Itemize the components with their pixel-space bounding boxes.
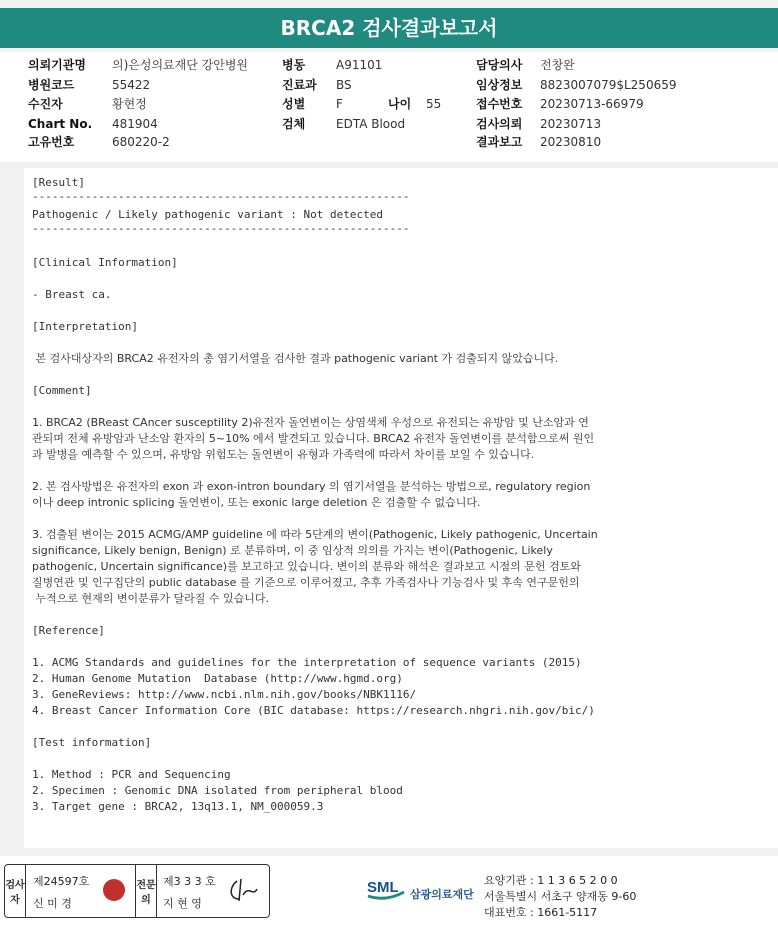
- ward-value: A91101: [336, 58, 383, 72]
- clinical-line: - Breast ca.: [32, 288, 112, 301]
- comment-line: 관되며 전체 유방암과 난소암 환자의 5~10% 에서 발견되고 있습니다. BRCA2 유전자 돌연변이를 분석함으로써 원인: [32, 432, 595, 445]
- reference-line: 3. GeneReviews: http://www.ncbi.nlm.nih.gov/books/NBK1116/: [32, 688, 417, 701]
- doctor-value: 전창완: [540, 58, 575, 72]
- report-title: BRCA2 검사결과보고서: [0, 8, 778, 48]
- result-heading: [Result]: [32, 176, 85, 189]
- code-label: 병원코드: [28, 78, 75, 92]
- comment-line: 2. 본 검사방법은 유전자의 exon 과 exon-intron boundary 의 염기서열을 분석하는 방법으로, regulatory region: [32, 480, 591, 493]
- lab-name: 삼광의료재단: [410, 888, 474, 901]
- ward-label: 병동: [282, 58, 306, 72]
- patient-value: 황현정: [112, 97, 147, 111]
- seal-stamp: [103, 879, 125, 901]
- age-label: 나이: [388, 97, 412, 111]
- clinical-value: 8823007079$L250659: [540, 78, 677, 92]
- org-label: 의뢰기관명: [28, 58, 86, 72]
- test-line: 1. Method : PCR and Sequencing: [32, 768, 231, 781]
- clinical-heading: [Clinical Information]: [32, 256, 178, 269]
- report-body: [24, 168, 778, 848]
- signature-box: [4, 864, 270, 918]
- test-heading: [Test information]: [32, 736, 152, 749]
- test-line: 2. Specimen : Genomic DNA isolated from peripheral blood: [32, 784, 403, 797]
- comment-line: 3. 검출된 변이는 2015 ACMG/AMP guideline 에 따라 5단계의 변이(Pathogenic, Likely pathogenic, Uncertain: [32, 528, 598, 541]
- reference-line: 2. Human Genome Mutation Database (http://www.hgmd.org): [32, 672, 403, 685]
- unique-label: 고유번호: [28, 135, 75, 149]
- comment-line: 질병연관 및 인구집단의 public database 를 기준으로 이루어졌고, 추후 가족검사나 기능검사 및 후속 연구문헌의: [32, 576, 580, 589]
- receipt-value: 20230713-66979: [540, 97, 644, 111]
- comment-line: significance, Likely benign, Benign) 로 분류하며, 이 중 임상적 의의를 가지는 변이(Pathogenic, Likely: [32, 544, 553, 557]
- comment-heading: [Comment]: [32, 384, 92, 397]
- unique-value: 680220-2: [112, 135, 170, 149]
- test-line: 3. Target gene : BRCA2, 13q13.1, NM_000059.3: [32, 800, 324, 813]
- interpretation-line: 본 검사대상자의 BRCA2 유전자의 총 염기서열을 검사한 결과 pathogenic variant 가 검출되지 않았습니다.: [32, 352, 559, 365]
- report-date-label: 결과보고: [476, 135, 523, 149]
- request-value: 20230713: [540, 117, 602, 131]
- svg-text:SML: SML: [367, 879, 399, 896]
- result-line: Pathogenic / Likely pathogenic variant : Not detected: [32, 208, 383, 221]
- examiner-name: 신 미 경: [33, 897, 72, 910]
- signature-icon: [227, 877, 263, 905]
- comment-line: 누적으로 현재의 변이분류가 달라질 수 있습니다.: [32, 592, 269, 605]
- age-value: 55: [426, 97, 442, 111]
- comment-line: 과 발병을 예측할 수 있으며, 유방암 위험도는 돌연변이 유형과 가족력에 따라서 차이를 보일 수 있습니다.: [32, 448, 535, 461]
- chart-label: Chart No.: [28, 117, 93, 131]
- org-value: 의)은성의료재단 강안병원: [112, 58, 249, 72]
- comment-line: 1. BRCA2 (BReast CAncer susceptility 2)유전자 돌연변이는 상염색체 우성으로 유전되는 유방암 및 난소암과 연: [32, 416, 589, 429]
- dept-label: 진료과: [282, 78, 317, 92]
- dept-value: BS: [336, 78, 352, 92]
- request-label: 검사의뢰: [476, 117, 523, 131]
- lab-phone: 대표번호 : 1661-5117: [484, 906, 598, 919]
- specimen-value: EDTA Blood: [336, 117, 406, 131]
- receipt-label: 접수번호: [476, 97, 523, 111]
- specialist-label: 전문의: [136, 880, 156, 906]
- divider: ---------------------------------------------------------: [32, 190, 410, 203]
- interpretation-heading: [Interpretation]: [32, 320, 138, 333]
- clinical-label: 임상정보: [476, 78, 523, 92]
- lab-address: 서울특별시 서초구 양재동 9-60: [484, 890, 637, 903]
- reference-line: 1. ACMG Standards and guidelines for the interpretation of sequence variants (2015): [32, 656, 582, 669]
- reference-heading: [Reference]: [32, 624, 105, 637]
- sex-value: F: [336, 97, 343, 111]
- sex-label: 성별: [282, 97, 306, 111]
- examiner-label: 검사자: [5, 880, 25, 906]
- sml-logo-icon: [366, 872, 406, 904]
- comment-line: pathogenic, Uncertain significance)를 보고하고 있습니다. 변이의 분류와 해석은 결과보고 시점의 문헌 검토와: [32, 560, 581, 573]
- code-value: 55422: [112, 78, 151, 92]
- care-code: 요양기관 : 1 1 3 6 5 2 0 0: [484, 874, 618, 887]
- divider: ---------------------------------------------------------: [32, 222, 410, 235]
- specialist-name: 지 현 영: [163, 897, 202, 910]
- specimen-label: 검체: [282, 117, 306, 131]
- patient-label: 수진자: [28, 97, 63, 111]
- report-date-value: 20230810: [540, 135, 602, 149]
- examiner-number: 제24597호: [33, 875, 90, 888]
- reference-line: 4. Breast Cancer Information Core (BIC database: https://research.nhgri.nih.gov/bic/): [32, 704, 595, 717]
- chart-value: 481904: [112, 117, 158, 131]
- comment-line: 이나 deep intronic splicing 돌연변이, 또는 exonic large deletion 은 검출할 수 없습니다.: [32, 496, 481, 509]
- doctor-label: 담당의사: [476, 58, 523, 72]
- patient-header: [0, 52, 778, 162]
- report-footer: [0, 856, 778, 928]
- specialist-number: 제3 3 3 호: [163, 875, 216, 888]
